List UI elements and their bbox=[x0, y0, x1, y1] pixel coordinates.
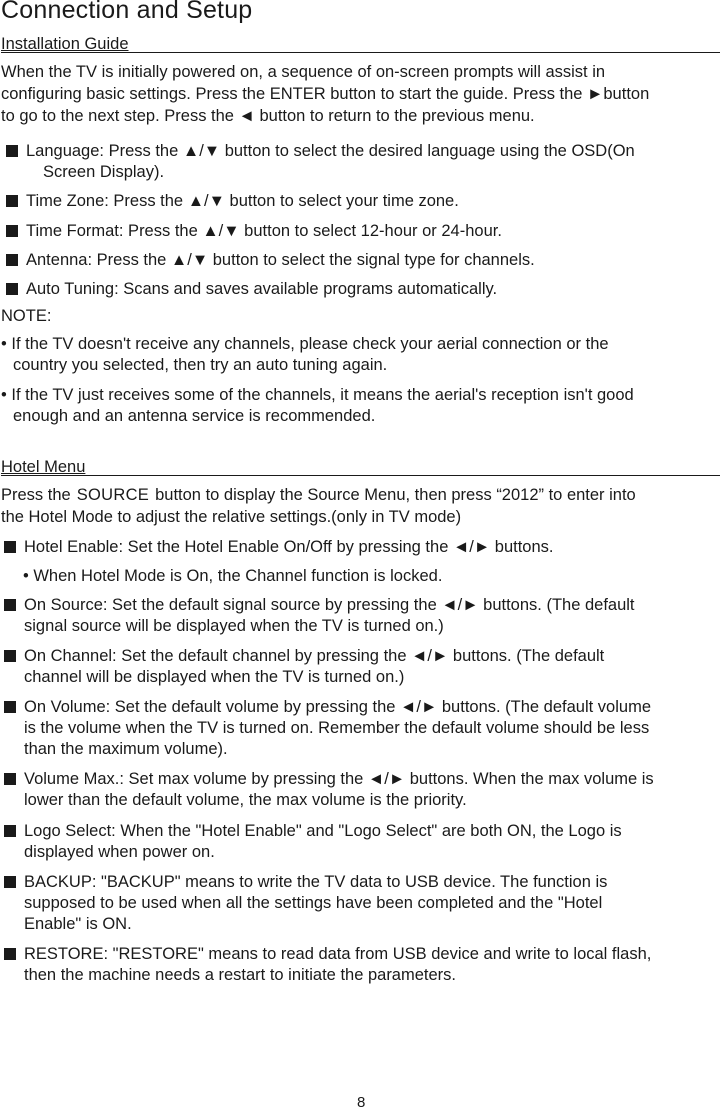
hotel-intro-line: Press the SOURCE button to display the Source Menu, then press “2012” to enter into bbox=[1, 486, 636, 504]
list-item-continuation: then the machine needs a restart to initiate the parameters. bbox=[24, 966, 456, 984]
list-item: Volume Max.: Set max volume by pressing the ◄/► buttons. When the max volume is bbox=[4, 769, 654, 789]
list-item: Hotel Enable: Set the Hotel Enable On/Off by pressing the ◄/► buttons. bbox=[4, 537, 554, 557]
note-label: NOTE: bbox=[1, 307, 52, 325]
list-item: RESTORE: "RESTORE" means to read data from USB device and write to local flash, bbox=[4, 944, 651, 964]
installation-intro-line: to go to the next step. Press the ◄ button to return to the previous menu. bbox=[1, 107, 535, 125]
bullet-square-icon bbox=[4, 948, 16, 960]
list-item-continuation: signal source will be displayed when the TV is turned on.) bbox=[24, 617, 444, 635]
note-item-continuation: country you selected, then try an auto tuning again. bbox=[13, 356, 388, 374]
bullet-square-icon bbox=[6, 195, 18, 207]
list-item-continuation: than the maximum volume). bbox=[24, 740, 228, 758]
bullet-square-icon bbox=[4, 701, 16, 713]
list-item-continuation: Screen Display). bbox=[43, 163, 165, 181]
list-item-continuation: is the volume when the TV is turned on. Remember the default volume should be less bbox=[24, 719, 650, 737]
list-item: On Volume: Set the default volume by pressing the ◄/► buttons. (The default volume bbox=[4, 697, 651, 717]
list-item-continuation: channel will be displayed when the TV is turned on.) bbox=[24, 668, 405, 686]
list-item: BACKUP: "BACKUP" means to write the TV data to USB device. The function is bbox=[4, 872, 607, 892]
note-item: • If the TV just receives some of the channels, it means the aerial's reception isn't good bbox=[1, 386, 634, 404]
note-item-continuation: enough and an antenna service is recommended. bbox=[13, 407, 376, 425]
list-item: On Source: Set the default signal source by pressing the ◄/► buttons. (The default bbox=[4, 595, 635, 615]
page-number: 8 bbox=[357, 1094, 366, 1111]
page-title: Connection and Setup bbox=[1, 0, 253, 24]
bullet-square-icon bbox=[4, 650, 16, 662]
bullet-square-icon bbox=[4, 541, 16, 553]
list-item-continuation: supposed to be used when all the settings have been completed and the "Hotel bbox=[24, 894, 603, 912]
bullet-square-icon bbox=[6, 254, 18, 266]
bullet-square-icon bbox=[4, 599, 16, 611]
bullet-square-icon bbox=[6, 283, 18, 295]
list-item-continuation: displayed when power on. bbox=[24, 843, 215, 861]
bullet-square-icon bbox=[6, 225, 18, 237]
list-item: Time Format: Press the ▲/▼ button to select 12-hour or 24-hour. bbox=[6, 221, 502, 241]
hotel-heading: Hotel Menu bbox=[1, 458, 720, 476]
list-item: Antenna: Press the ▲/▼ button to select the signal type for channels. bbox=[6, 250, 535, 270]
list-item: Logo Select: When the "Hotel Enable" and "Logo Select" are both ON, the Logo is bbox=[4, 821, 622, 841]
sub-item: • When Hotel Mode is On, the Channel function is locked. bbox=[23, 567, 443, 585]
list-item: Language: Press the ▲/▼ button to select the desired language using the OSD(On bbox=[6, 141, 635, 161]
hotel-intro-line: the Hotel Mode to adjust the relative settings.(only in TV mode) bbox=[1, 508, 462, 526]
installation-intro-line: configuring basic settings. Press the ENTER button to start the guide. Press the ►button bbox=[1, 85, 650, 103]
list-item-continuation: lower than the default volume, the max volume is the priority. bbox=[24, 791, 467, 809]
installation-heading: Installation Guide bbox=[1, 35, 720, 53]
bullet-square-icon bbox=[4, 876, 16, 888]
list-item: Time Zone: Press the ▲/▼ button to select your time zone. bbox=[6, 191, 459, 211]
bullet-square-icon bbox=[4, 773, 16, 785]
list-item-continuation: Enable" is ON. bbox=[24, 915, 132, 933]
note-item: • If the TV doesn't receive any channels, please check your aerial connection or the bbox=[1, 335, 609, 353]
source-key-label: SOURCE bbox=[76, 486, 150, 504]
list-item: On Channel: Set the default channel by pressing the ◄/► buttons. (The default bbox=[4, 646, 604, 666]
bullet-square-icon bbox=[4, 825, 16, 837]
installation-intro-line: When the TV is initially powered on, a sequence of on-screen prompts will assist in bbox=[1, 63, 606, 81]
list-item: Auto Tuning: Scans and saves available programs automatically. bbox=[6, 279, 497, 299]
bullet-square-icon bbox=[6, 145, 18, 157]
